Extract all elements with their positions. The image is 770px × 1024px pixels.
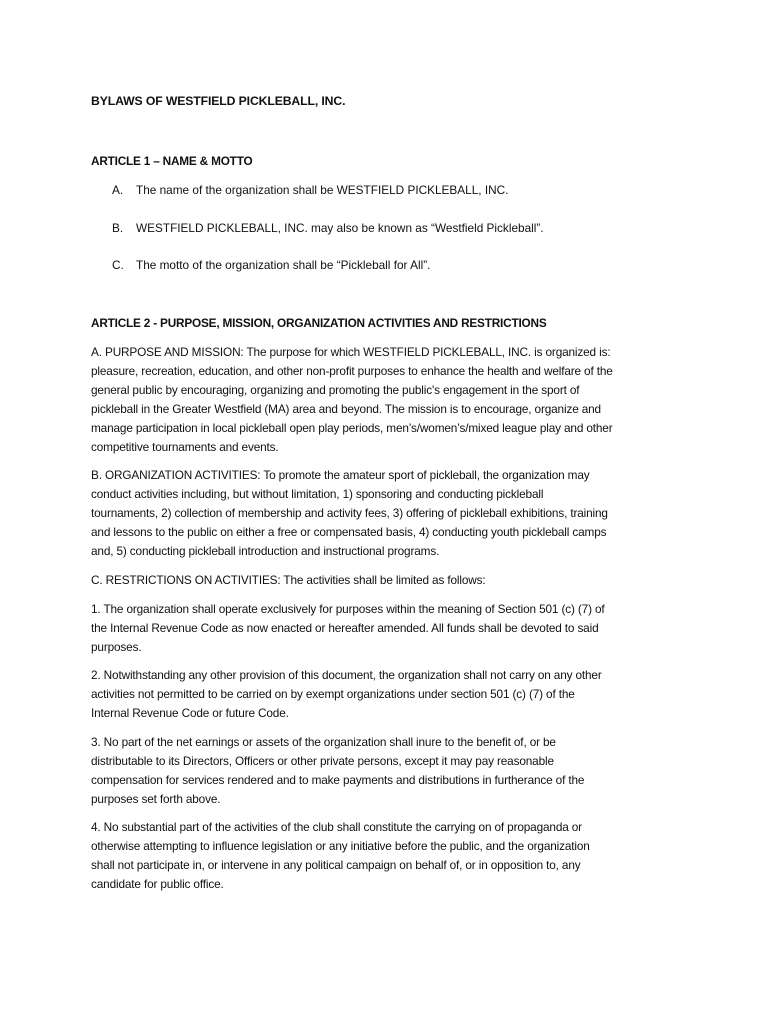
article-1-heading: ARTICLE 1 – NAME & MOTTO <box>91 154 253 168</box>
article-1-item-a <box>112 183 508 197</box>
restriction-1-paragraph <box>91 600 691 657</box>
article-1-item-c <box>112 258 430 272</box>
paragraph-line: compensation for services rendered and to make payments and distributions in furtherance of the <box>91 772 585 787</box>
list-marker: B. <box>112 221 124 235</box>
restriction-2-paragraph <box>91 666 691 723</box>
purpose-mission-paragraph <box>91 343 691 456</box>
paragraph-line: competitive tournaments and events. <box>91 439 279 454</box>
paragraph-line: the Internal Revenue Code as now enacted or hereafter amended. All funds shall be devoted to said <box>91 620 599 635</box>
paragraph-line: tournaments, 2) collection of membership and activity fees, 3) offering of pickleball exhibitions, training <box>91 505 608 520</box>
paragraph-line: B. ORGANIZATION ACTIVITIES: To promote the amateur sport of pickleball, the organization may <box>91 468 590 482</box>
list-item-text: The name of the organization shall be WESTFIELD PICKLEBALL, INC. <box>136 183 509 197</box>
paragraph-line: 1. The organization shall operate exclusively for purposes within the meaning of Section 501 (c) (7) of <box>91 602 605 616</box>
restriction-3-paragraph <box>91 733 691 809</box>
paragraph-line: Internal Revenue Code or future Code. <box>91 705 289 720</box>
paragraph-line: 3. No part of the net earnings or assets of the organization shall inure to the benefit of, or be <box>91 735 556 749</box>
article-2-heading: ARTICLE 2 - PURPOSE, MISSION, ORGANIZATION ACTIVITIES AND RESTRICTIONS <box>91 316 547 330</box>
restrictions-intro-paragraph <box>91 571 691 590</box>
paragraph-line: pleasure, recreation, education, and other non-profit purposes to enhance the health and welfare of the <box>91 363 613 378</box>
organization-activities-paragraph <box>91 466 691 561</box>
paragraph-line: 2. Notwithstanding any other provision of this document, the organization shall not carry on any other <box>91 668 602 682</box>
list-marker: C. <box>112 258 124 272</box>
paragraph-line: distributable to its Directors, Officers or other private persons, except it may pay reasonable <box>91 753 554 768</box>
paragraph-line: C. RESTRICTIONS ON ACTIVITIES: The activities shall be limited as follows: <box>91 573 486 587</box>
paragraph-line: purposes set forth above. <box>91 791 221 806</box>
restriction-4-paragraph <box>91 818 691 894</box>
paragraph-line: otherwise attempting to influence legislation or any initiative before the public, and the organization <box>91 838 590 853</box>
paragraph-line: shall not participate in, or intervene in any political campaign on behalf of, or in opposition to, any <box>91 857 581 872</box>
list-item-text: The motto of the organization shall be “Pickleball for All”. <box>136 258 431 272</box>
paragraph-line: conduct activities including, but without limitation, 1) sponsoring and conducting pickleball <box>91 486 544 501</box>
paragraph-line: general public by encouraging, organizing and promoting the public's engagement in the sport of <box>91 382 580 397</box>
paragraph-line: 4. No substantial part of the activities of the club shall constitute the carrying on of propaganda or <box>91 820 582 834</box>
paragraph-line: candidate for public office. <box>91 876 224 891</box>
paragraph-line: and, 5) conducting pickleball introduction and instructional programs. <box>91 543 440 558</box>
list-item-text: WESTFIELD PICKLEBALL, INC. may also be known as “Westfield Pickleball”. <box>136 221 544 235</box>
article-1-item-b <box>112 221 544 235</box>
paragraph-line: purposes. <box>91 639 142 654</box>
paragraph-line: activities not permitted to be carried on by exempt organizations under section 501 (c) (7) of the <box>91 686 575 701</box>
paragraph-line: manage participation in local pickleball open play periods, men’s/women’s/mixed league play and other <box>91 420 613 435</box>
list-marker: A. <box>112 183 124 197</box>
document-title: BYLAWS OF WESTFIELD PICKLEBALL, INC. <box>91 94 346 108</box>
paragraph-line: pickleball in the Greater Westfield (MA) area and beyond. The mission is to encourage, organize and <box>91 401 601 416</box>
paragraph-line: A. PURPOSE AND MISSION: The purpose for which WESTFIELD PICKLEBALL, INC. is organized is: <box>91 345 611 359</box>
paragraph-line: and lessons to the public on either a free or compensated basis, 4) conducting youth pickleball camps <box>91 524 607 539</box>
